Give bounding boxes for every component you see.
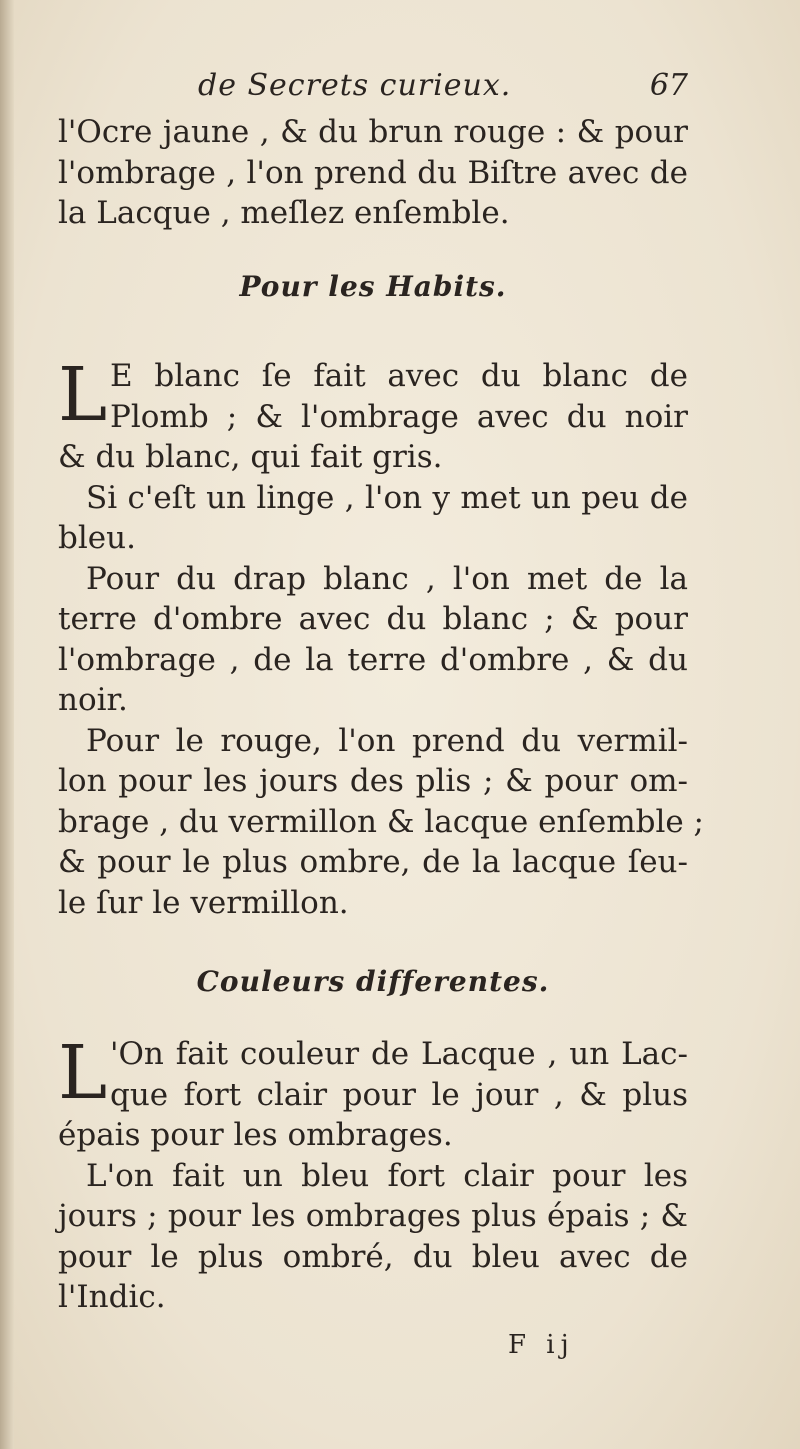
running-title: de Secrets curieux. — [198, 68, 512, 103]
text-line: lon pour les jours des plis ; & pour om- — [58, 763, 688, 799]
drop-cap: L — [58, 1030, 108, 1116]
page-number: 67 — [649, 68, 688, 103]
running-header — [58, 68, 688, 108]
text-line: 'On fait couleur de Lacque , un Lac- — [110, 1036, 688, 1072]
section-heading-couleurs: Couleurs differentes. — [196, 965, 550, 998]
text-line: terre d'ombre avec du blanc ; & pour — [58, 601, 688, 637]
text-line: l'Indic. — [58, 1279, 166, 1315]
paragraph-blanc — [58, 352, 688, 478]
section-couleurs-body — [58, 1030, 688, 1318]
paragraph-lacque — [58, 1030, 688, 1156]
text-line: Si c'eſt un linge , l'on y met un peu de — [86, 479, 688, 516]
text-line: l'ombrage , de la terre d'ombre , & du — [58, 641, 688, 678]
signature-mark: F ij — [508, 1330, 575, 1360]
paragraph-rouge — [58, 721, 705, 924]
text-line: Plomb ; & l'ombrage avec du noir — [110, 398, 688, 435]
page-gutter — [0, 0, 14, 1449]
text-line: & du blanc, qui fait gris. — [58, 439, 443, 475]
text-line: l'Ocre jaune , & du brun rouge : & pour — [58, 114, 688, 150]
text-line: & pour le plus ombre, de la lacque ſeu- — [58, 844, 688, 880]
text-line: noir. — [58, 682, 128, 718]
intro-paragraph — [58, 112, 688, 234]
paragraph-linge — [58, 478, 688, 559]
paragraph-bleu — [58, 1156, 688, 1318]
text-line: Pour le rouge, l'on prend du vermil- — [86, 722, 688, 759]
drop-cap: L — [58, 352, 108, 438]
text-line: pour le plus ombré, du bleu avec de — [58, 1238, 688, 1275]
text-line: que fort clair pour le jour , & plus — [110, 1076, 688, 1113]
text-line: brage , du vermillon & lacque enſemble ; — [58, 803, 705, 840]
text-line: bleu. — [58, 520, 136, 556]
text-line: L'on fait un bleu fort clair pour les — [86, 1157, 688, 1194]
section-heading-habits: Pour les Habits. — [239, 270, 507, 303]
text-line: Pour du drap blanc , l'on met de la — [86, 560, 688, 597]
text-line: épais pour les ombrages. — [58, 1117, 453, 1153]
paragraph-drap-blanc — [58, 559, 688, 721]
text-line: le ſur le vermillon. — [58, 884, 349, 921]
text-line: l'ombrage , l'on prend du Biſtre avec de — [58, 154, 688, 191]
text-line: jours ; pour les ombrages plus épais ; & — [58, 1198, 688, 1234]
section-habits-body — [58, 352, 705, 923]
text-line: E blanc ſe fait avec du blanc de — [110, 358, 688, 394]
text-line: la Lacque , meſlez enſemble. — [58, 195, 510, 231]
